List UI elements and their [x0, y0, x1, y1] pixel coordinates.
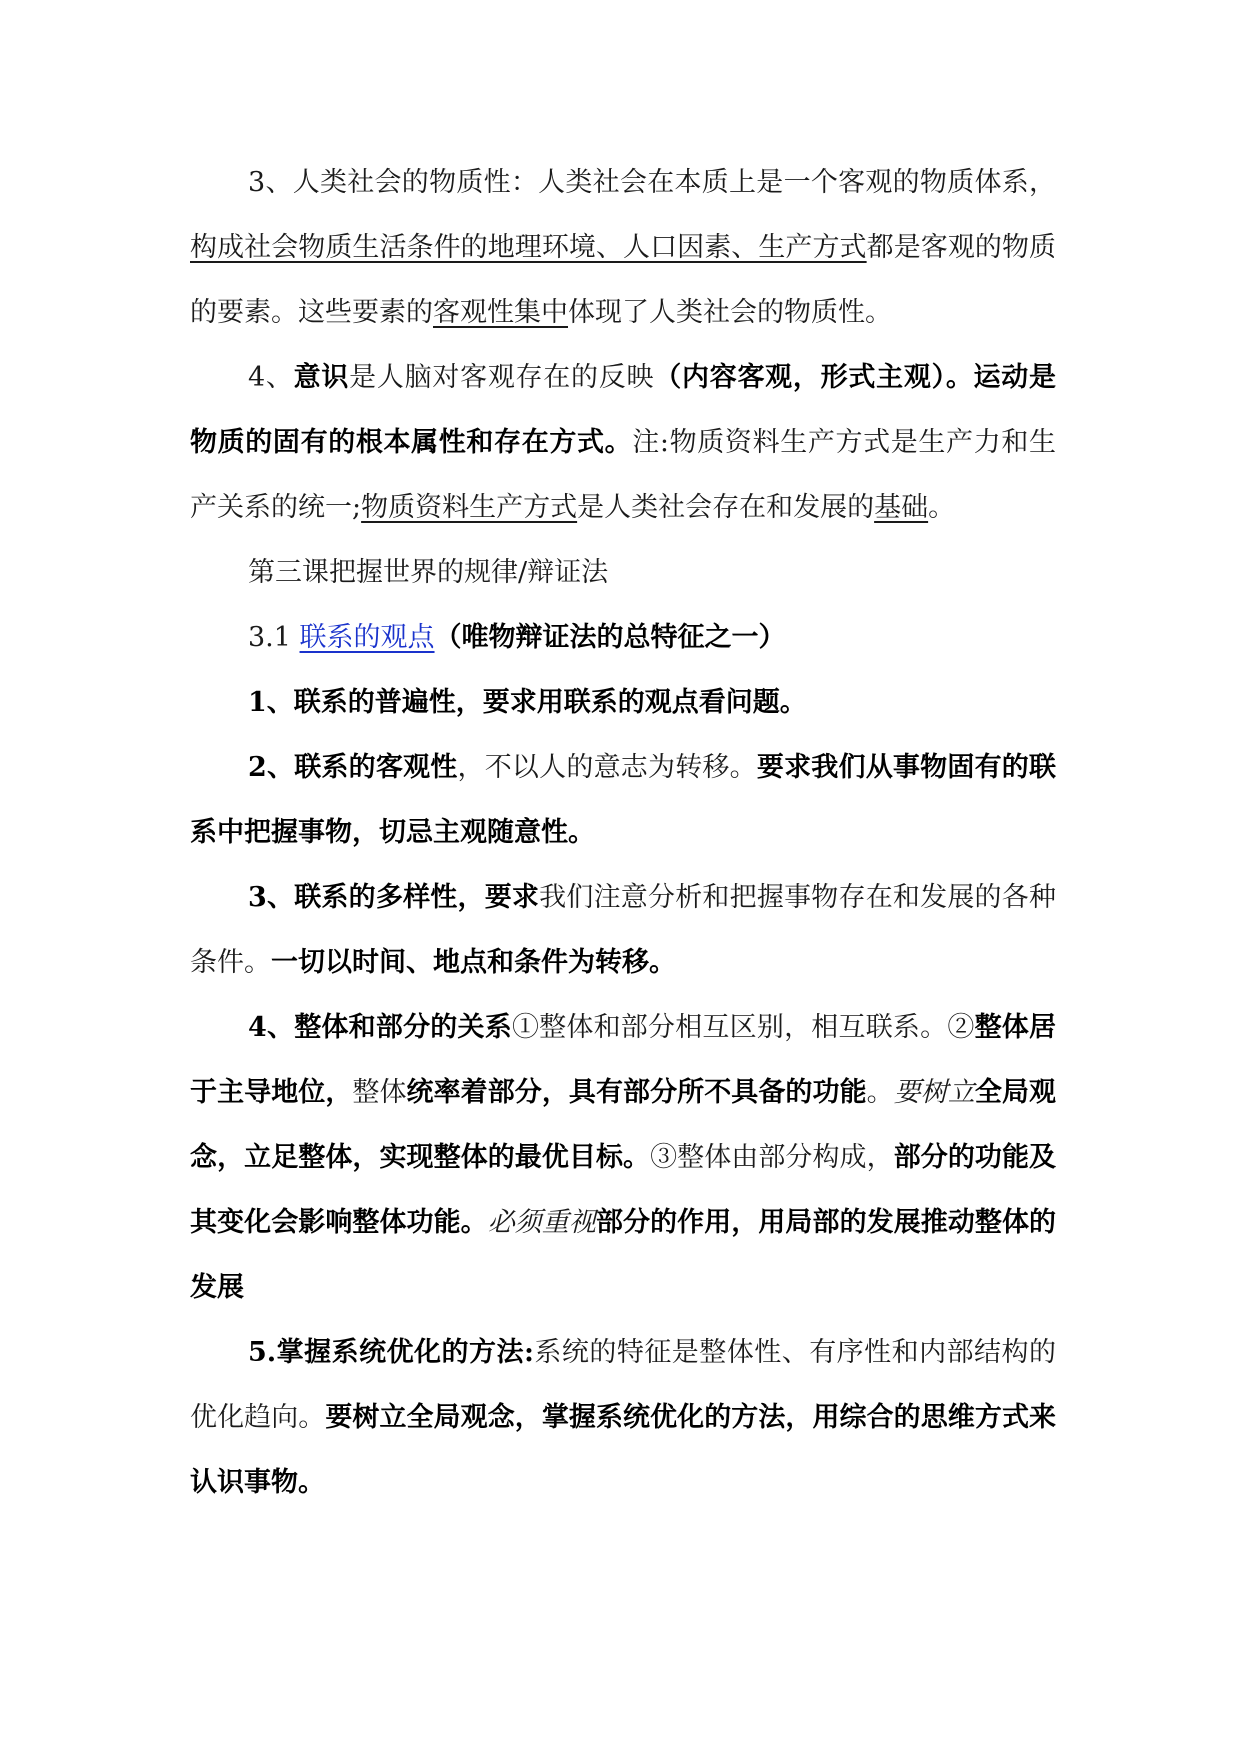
bold-statement: 全局观念，立足整体，实现整体的最优目标。: [190, 1077, 1057, 1173]
paragraph-social-materiality: [190, 150, 1056, 345]
bold-statement: 部分的作用，用局部的发展推动整体的发展: [190, 1207, 1057, 1303]
text-segment: 我们注意分析和把握事物存在和发展的各种条件。: [190, 882, 1056, 978]
bold-term: 3、联系的多样性，要求: [248, 882, 540, 913]
bold-statement: 要求我们从事物固有的联系中把握事物，切忌主观随意性。: [190, 752, 1056, 848]
bold-statement: 统率着部分，具有部分所不具备的功能: [406, 1077, 867, 1108]
section-heading: [190, 605, 1056, 670]
underlined-phrase: 构成社会物质生活条件的地理环境、人口因素、生产方式: [190, 232, 867, 263]
bold-statement: 部分的功能及其变化会影响整体功能。: [190, 1142, 1057, 1238]
bold-term: 2、联系的客观性: [248, 752, 458, 783]
paragraph-consciousness: [190, 345, 1056, 540]
text-segment: 注:物质资料生产方式是生产力和生产关系的统一;: [190, 427, 1056, 523]
italic-phrase: 必须重视: [487, 1207, 596, 1238]
link-connection-viewpoint[interactable]: 联系的观点: [299, 622, 435, 653]
text-segment: ①整体和部分相互区别，相互联系。②: [511, 1012, 975, 1043]
bold-statement: （内容客观，形式主观）。运动是物质的固有的根本属性和存在方式。: [190, 362, 1057, 458]
paragraph-whole-and-part: [190, 995, 1056, 1320]
bold-term: 意识: [293, 362, 350, 393]
bold-statement: 要树立全局观念，掌握系统优化的方法，用综合的思维方式来认识事物。: [190, 1402, 1057, 1498]
paragraph-diversity: [190, 865, 1056, 995]
section-number: 3.1: [248, 622, 300, 653]
bold-statement: 1、联系的普遍性，要求用联系的观点看问题。: [248, 687, 807, 718]
text-segment: 4、: [248, 362, 294, 393]
bold-statement: 一切以时间、地点和条件为转移。: [271, 947, 676, 978]
paragraph-objectivity: [190, 735, 1056, 865]
paragraph-universality: [190, 670, 1056, 735]
underlined-phrase: 基础: [874, 492, 929, 523]
bold-term: 4、整体和部分的关系: [248, 1012, 512, 1043]
underlined-phrase: 客观性集中: [433, 297, 568, 328]
bold-note: （唯物辩证法的总特征之一）: [434, 622, 786, 653]
document-page: [190, 150, 1056, 1515]
underlined-phrase: 物质资料生产方式: [361, 492, 578, 523]
text-segment: 都是客观的物质的要素。这些要素的: [190, 232, 1057, 328]
text-segment: 。: [928, 492, 956, 523]
text-segment: 体现了人类社会的物质性。: [568, 297, 892, 328]
bold-term: 5.掌握系统优化的方法:: [248, 1337, 534, 1368]
bold-statement: 整体居于主导地位，: [190, 1012, 1057, 1108]
text-segment: 。: [866, 1077, 894, 1108]
text-segment: 是人脑对客观存在的反映: [349, 362, 655, 393]
italic-phrase: 要树立: [893, 1077, 975, 1108]
text-segment: 系统的特征是整体性、有序性和内部结构的优化趋向。: [190, 1337, 1057, 1433]
text-segment: 3、人类社会的物质性：人类社会在本质上是一个客观的物质体系，: [248, 167, 1056, 198]
text-segment: 整体: [352, 1077, 407, 1108]
paragraph-system-optimization: [190, 1320, 1056, 1515]
text-segment: ③整体由部分构成，: [650, 1142, 894, 1173]
text-segment: ，不以人的意志为转移。: [457, 752, 757, 783]
lesson-heading: 第三课把握世界的规律/辩证法: [248, 557, 609, 588]
text-segment: 是人类社会存在和发展的: [577, 492, 875, 523]
